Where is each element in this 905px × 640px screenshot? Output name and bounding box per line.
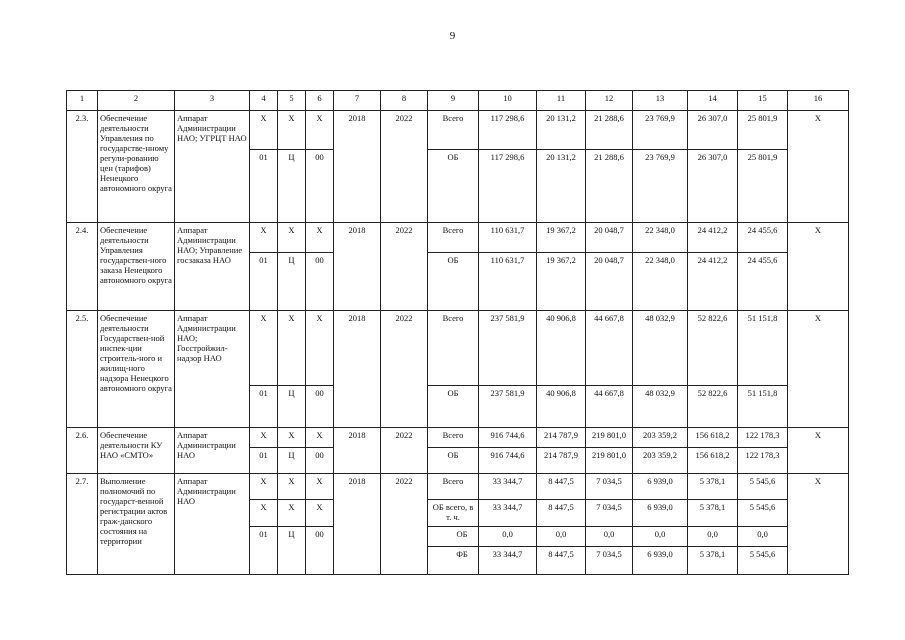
amount: 237 581,9 <box>479 386 537 428</box>
amount: 40 906,8 <box>537 386 586 428</box>
result-cell: Х <box>788 111 849 223</box>
amount: 6 939,0 <box>633 500 688 527</box>
amount: 203 359,2 <box>633 448 688 474</box>
row-executor: Аппарат Администрации НАО; УГРЦТ НАО <box>175 111 250 223</box>
header-cell: 15 <box>738 91 788 111</box>
amount: 26 307,0 <box>688 111 738 150</box>
amount: 117 298,6 <box>479 111 537 150</box>
amount: 214 787,9 <box>537 448 586 474</box>
cell: Х <box>306 311 334 386</box>
funding-source: Всего <box>428 111 479 150</box>
header-cell: 2 <box>98 91 175 111</box>
amount: 110 631,7 <box>479 253 537 311</box>
end-year: 2022 <box>381 474 428 575</box>
amount: 156 618,2 <box>688 428 738 448</box>
start-year: 2018 <box>334 428 381 474</box>
cell: Х <box>250 223 278 253</box>
amount: 24 412,2 <box>688 223 738 253</box>
amount: 5 378,1 <box>688 500 738 527</box>
end-year: 2022 <box>381 223 428 311</box>
cell: Х <box>306 428 334 448</box>
funding-source: ОБ <box>428 150 479 223</box>
amount: 22 348,0 <box>633 253 688 311</box>
amount: 44 667,8 <box>586 386 633 428</box>
amount: 23 769,9 <box>633 111 688 150</box>
cell: Х <box>306 223 334 253</box>
amount: 219 801,0 <box>586 448 633 474</box>
cell: 00 <box>306 253 334 311</box>
amount: 22 348,0 <box>633 223 688 253</box>
header-cell: 5 <box>278 91 306 111</box>
cell: Х <box>278 500 306 527</box>
amount: 122 178,3 <box>738 448 788 474</box>
amount: 40 906,8 <box>537 311 586 386</box>
amount: 122 178,3 <box>738 428 788 448</box>
funding-source: ОБ всего, в т. ч. <box>428 500 479 527</box>
table-row <box>67 311 849 386</box>
cell: Х <box>278 474 306 500</box>
cell: Х <box>250 111 278 150</box>
start-year: 2018 <box>334 474 381 575</box>
cell: Х <box>250 428 278 448</box>
funding-source: Всего <box>428 474 479 500</box>
amount: 33 344,7 <box>479 547 537 575</box>
cell: Х <box>306 500 334 527</box>
amount: 237 581,9 <box>479 311 537 386</box>
funding-source: Всего <box>428 428 479 448</box>
row-number: 2.3. <box>67 111 98 223</box>
header-cell: 8 <box>381 91 428 111</box>
header-cell: 3 <box>175 91 250 111</box>
budget-table <box>66 90 849 575</box>
cell: Х <box>306 111 334 150</box>
amount: 21 288,6 <box>586 111 633 150</box>
amount: 24 455,6 <box>738 253 788 311</box>
cell: Ц <box>278 150 306 223</box>
row-executor: Аппарат Администрации НАО; Управление госзаказа НАО <box>175 223 250 311</box>
amount: 33 344,7 <box>479 500 537 527</box>
amount: 51 151,8 <box>738 311 788 386</box>
cell: Ц <box>278 527 306 575</box>
amount: 7 034,5 <box>586 500 633 527</box>
result-cell: Х <box>788 428 849 474</box>
funding-source: Всего <box>428 223 479 253</box>
amount: 7 034,5 <box>586 474 633 500</box>
table-row <box>67 111 849 150</box>
header-row <box>67 91 849 111</box>
row-name: Обеспечение деятельности КУ НАО «СМТО» <box>98 428 175 474</box>
cell: Х <box>278 223 306 253</box>
cell: Х <box>278 428 306 448</box>
row-executor: Аппарат Администрации НАО <box>175 428 250 474</box>
end-year: 2022 <box>381 311 428 428</box>
amount: 26 307,0 <box>688 150 738 223</box>
header-cell: 6 <box>306 91 334 111</box>
cell: Ц <box>278 253 306 311</box>
cell: 00 <box>306 150 334 223</box>
amount: 156 618,2 <box>688 448 738 474</box>
amount: 8 447,5 <box>537 474 586 500</box>
header-cell: 12 <box>586 91 633 111</box>
funding-source: ОБ <box>428 253 479 311</box>
header-cell: 4 <box>250 91 278 111</box>
end-year: 2022 <box>381 428 428 474</box>
amount: 20 048,7 <box>586 223 633 253</box>
amount: 19 367,2 <box>537 253 586 311</box>
cell: 01 <box>250 253 278 311</box>
cell: Ц <box>278 386 306 428</box>
row-name: Обеспечение деятельности Управления по государстве-нному регули-рованию цен (тарифов) Ненецкого автономного округа <box>98 111 175 223</box>
cell: Х <box>250 500 278 527</box>
header-cell: 13 <box>633 91 688 111</box>
table-row <box>67 223 849 253</box>
header-cell: 1 <box>67 91 98 111</box>
cell: 00 <box>306 527 334 575</box>
row-executor: Аппарат Администрации НАО <box>175 474 250 575</box>
cell: 01 <box>250 386 278 428</box>
amount: 25 801,9 <box>738 150 788 223</box>
amount: 8 447,5 <box>537 547 586 575</box>
table-row <box>67 428 849 448</box>
cell: 01 <box>250 448 278 474</box>
amount: 24 455,6 <box>738 223 788 253</box>
cell: Х <box>250 474 278 500</box>
amount: 25 801,9 <box>738 111 788 150</box>
amount: 51 151,8 <box>738 386 788 428</box>
amount: 19 367,2 <box>537 223 586 253</box>
end-year: 2022 <box>381 111 428 223</box>
amount: 0,0 <box>537 527 586 547</box>
row-executor: Аппарат Администрации НАО; Госстройжил-надзор НАО <box>175 311 250 428</box>
page-number: 9 <box>449 30 456 42</box>
amount: 6 939,0 <box>633 474 688 500</box>
cell: Х <box>278 311 306 386</box>
row-name: Выполнение полномочий по государст-венной регистрации актов граж-данского состояния на территории <box>98 474 175 575</box>
start-year: 2018 <box>334 111 381 223</box>
row-name: Обеспечение деятельности Государствен-ной инспек-ции строитель-ного и жилищ-ного надзора Ненецкого автономного округа <box>98 311 175 428</box>
result-cell: Х <box>788 223 849 311</box>
result-cell: Х <box>788 474 849 575</box>
cell: Ц <box>278 448 306 474</box>
row-number: 2.5. <box>67 311 98 428</box>
amount: 0,0 <box>633 527 688 547</box>
cell: 00 <box>306 386 334 428</box>
amount: 214 787,9 <box>537 428 586 448</box>
result-cell: Х <box>788 311 849 428</box>
funding-source: ОБ <box>428 386 479 428</box>
row-name: Обеспечение деятельности Управления государствен-ного заказа Ненецкого автономного округа <box>98 223 175 311</box>
amount: 24 412,2 <box>688 253 738 311</box>
row-number: 2.7. <box>67 474 98 575</box>
header-cell: 11 <box>537 91 586 111</box>
amount: 0,0 <box>586 527 633 547</box>
amount: 0,0 <box>479 527 537 547</box>
table-row <box>67 474 849 500</box>
cell: 01 <box>250 527 278 575</box>
amount: 48 032,9 <box>633 311 688 386</box>
amount: 52 822,6 <box>688 386 738 428</box>
row-number: 2.6. <box>67 428 98 474</box>
amount: 48 032,9 <box>633 386 688 428</box>
header-cell: 10 <box>479 91 537 111</box>
cell: Х <box>278 111 306 150</box>
amount: 23 769,9 <box>633 150 688 223</box>
amount: 203 359,2 <box>633 428 688 448</box>
amount: 110 631,7 <box>479 223 537 253</box>
amount: 44 667,8 <box>586 311 633 386</box>
amount: 5 545,6 <box>738 500 788 527</box>
amount: 20 131,2 <box>537 150 586 223</box>
cell: 00 <box>306 448 334 474</box>
amount: 916 744,6 <box>479 448 537 474</box>
amount: 7 034,5 <box>586 547 633 575</box>
header-cell: 14 <box>688 91 738 111</box>
amount: 6 939,0 <box>633 547 688 575</box>
start-year: 2018 <box>334 223 381 311</box>
amount: 5 545,6 <box>738 547 788 575</box>
cell: Х <box>250 311 278 386</box>
amount: 0,0 <box>688 527 738 547</box>
amount: 0,0 <box>738 527 788 547</box>
funding-source: Всего <box>428 311 479 386</box>
row-number: 2.4. <box>67 223 98 311</box>
header-cell: 7 <box>334 91 381 111</box>
cell: 01 <box>250 150 278 223</box>
amount: 916 744,6 <box>479 428 537 448</box>
funding-source: ОБ <box>428 448 479 474</box>
header-cell: 16 <box>788 91 849 111</box>
funding-source: ФБ <box>428 547 479 575</box>
start-year: 2018 <box>334 311 381 428</box>
amount: 52 822,6 <box>688 311 738 386</box>
header-cell: 9 <box>428 91 479 111</box>
amount: 5 545,6 <box>738 474 788 500</box>
amount: 20 048,7 <box>586 253 633 311</box>
amount: 8 447,5 <box>537 500 586 527</box>
amount: 20 131,2 <box>537 111 586 150</box>
cell: Х <box>306 474 334 500</box>
amount: 117 298,6 <box>479 150 537 223</box>
amount: 21 288,6 <box>586 150 633 223</box>
amount: 5 378,1 <box>688 474 738 500</box>
amount: 5 378,1 <box>688 547 738 575</box>
amount: 33 344,7 <box>479 474 537 500</box>
funding-source: ОБ <box>428 527 479 547</box>
amount: 219 801,0 <box>586 428 633 448</box>
